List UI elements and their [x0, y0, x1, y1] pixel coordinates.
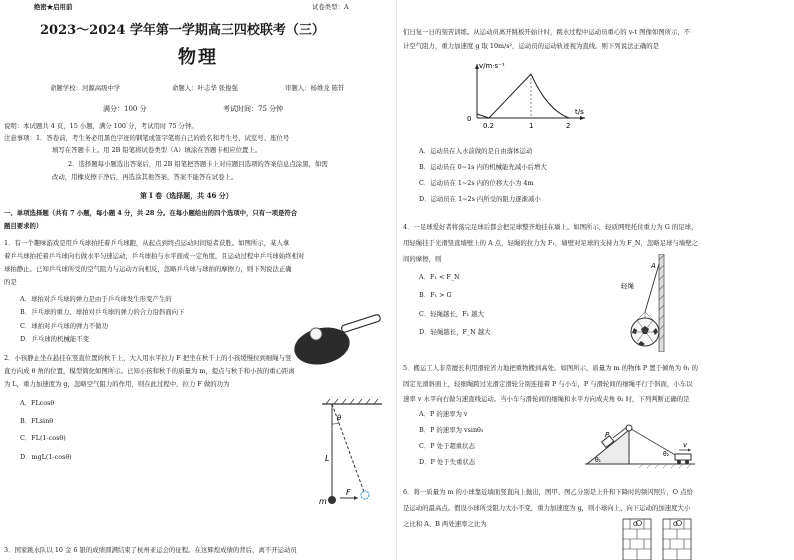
- vt-curve: [531, 74, 569, 118]
- q2-text: 为 L，重力加速度为 g，忽略空气阻力的作用，则在此过程中，拉力 F 做的功为: [4, 380, 230, 388]
- reviewer-info: 审题人：杨维龙 陈钎: [285, 84, 345, 92]
- displaced-mass: [361, 491, 369, 499]
- theta1-label: θ₁: [595, 457, 602, 464]
- author-info: 命题人：叶志华 张俊强: [172, 84, 238, 92]
- part-heading: 一、单项选择题（共有 7 小题，每小题 4 分，共 28 分。在每小题给出的四个选项中，只有一项是符合: [4, 209, 298, 217]
- tick-label: 1: [529, 122, 534, 130]
- rope-label: 轻绳: [621, 282, 634, 290]
- q2-option: A．FLcosθ: [20, 399, 55, 407]
- subject-title: 物理: [178, 47, 218, 68]
- theta2-label: θ₂: [663, 451, 670, 458]
- paddle-handle: [341, 314, 381, 333]
- q4-option: A．F₁ < F_N: [419, 273, 460, 281]
- q3-option: D．运动员在 1~2s 内所受的阻力逐渐减小: [419, 195, 541, 203]
- q3-option: B．运动员在 0~1s 内的机械能先减小后增大: [419, 163, 547, 171]
- rope: [645, 264, 659, 312]
- q2-option: B．FLsinθ: [20, 417, 54, 425]
- q4-option: D．轻绳越长，F_N 越大: [419, 328, 491, 336]
- q5-text: 固定光滑斜面上，轻细绳跨过光滑定滑轮分别连接着 P 与小车，P 与滑轮间的细绳平行于斜面，小车以: [403, 380, 693, 388]
- school-info: 命题学校：河源高级中学: [50, 84, 121, 92]
- vt-line-segment: [489, 74, 531, 118]
- q5-text: 5．搬运工人非常擅长利用滑轮省力地把重物搬到高处。如图所示，质量为 m 的物体 P 置于倾角为 θ₁ 的: [403, 364, 699, 372]
- q1-text: 着乒乓球拍托着乒乓球向右做水平匀速运动，乒乓球拍与水平面成一定角度，且运动过程中乒乓球始终相对: [4, 252, 305, 260]
- force-label: F: [346, 488, 351, 497]
- q3-option: C．运动员在 1~2s 内的位移大小为 4m: [419, 179, 534, 187]
- column-divider: [396, 0, 397, 560]
- ping-pong-paddle-figure: [290, 312, 390, 370]
- instructions-line: 说明：本试题共 4 页，15 小题，满分 100 分，考试用时 75 分钟。: [4, 122, 198, 130]
- q1-option: B．乒乓球的重力、球拍对乒乓球的弹力的合力沿斜面向下: [20, 308, 185, 316]
- q3-text: 3．国家跳水队以 10 金 6 银的成绩圆满结束了杭州亚运会的征程。在这辉煌成绩的背后，离不开运动员: [4, 546, 297, 554]
- tick-label: 0.2: [483, 122, 495, 130]
- q1-option: C．球拍对乒乓球的弹力不做功: [20, 322, 108, 330]
- theta-label: θ: [337, 414, 342, 422]
- child-mass: [328, 496, 336, 504]
- part-heading: 题目要求的）: [4, 222, 43, 230]
- velocity-label: v: [683, 441, 688, 449]
- q1-text: 球拍静止。已知乒乓球所受的空气阻力与运动方向相反，忽略乒乓球与球拍的摩擦力，则下列说法正确: [4, 265, 292, 273]
- swing-figure: [312, 396, 392, 506]
- ping-pong-ball: [310, 328, 322, 340]
- q5-option: A．P 的速率为 v: [419, 410, 468, 418]
- q6-text: 之比和 A、B 两处速率之比为: [403, 520, 487, 528]
- instructions-line: 注意事项：1．答卷前，考生务必用黑色字迹的钢笔或签字笔将自己的姓名和考生号、试室号、座位号: [4, 134, 290, 142]
- strobe-o-label: O: [633, 521, 638, 528]
- q4-text: 用轻绳挂于光滑竖直墙壁上的 A 点，轻绳的拉力为 F₁，墙壁对足球的支持力为 F_N，忽略足球与墙壁之: [403, 239, 698, 247]
- q5-text: 速率 v 水平向右做匀速直线运动。当小车与滑轮间的细绳和水平方向成夹角 θ₂ 时，下列判断正确的是: [403, 395, 690, 403]
- q5-option: B．P 的速率为 vsinθ₂: [419, 426, 484, 434]
- cart-wheel: [685, 460, 689, 464]
- ceiling-hatch: [326, 399, 378, 404]
- q4-option: C．轻绳越长，F₁ 越大: [419, 310, 485, 318]
- q3-option: A．运动员在入水前做的是自由落体运动: [419, 147, 533, 155]
- q1-text: 的是: [4, 278, 17, 286]
- instructions-line: 2．选择题每小题选出答案后，用 2B 铅笔把答题卡上对应题目选项的答案信息点涂黑，如需: [68, 160, 328, 168]
- q3-text: 计空气阻力，重力加速度 g 取 10m/s²，运动员的运动轨迹视为直线。则下列说法正确的是: [403, 42, 660, 50]
- instructions-line: 填写在答题卡上。用 2B 铅笔将试卷类型（A）填涂在答题卡相应位置上。: [52, 146, 262, 154]
- q1-option: D．乒乓球的机械能不变: [20, 335, 90, 343]
- q1-text: 1．有一个趣味游戏是用乒乓球拍托着乒乓球跑，从起点到终点运动时间短者获胜。如图所示，某人拿: [4, 239, 290, 247]
- q5-option: C．P 处于超重状态: [419, 442, 475, 450]
- full-score: 满分：100 分: [103, 105, 147, 113]
- velocity-arrowhead: [688, 449, 691, 452]
- paper-type: 试卷类型：A: [312, 3, 349, 11]
- mass-label: m: [319, 497, 327, 506]
- v-axis-label: v/m·s⁻¹: [479, 62, 505, 70]
- length-label: L: [325, 454, 330, 463]
- strobe-o-label: O: [673, 521, 678, 528]
- t-axis-label: t/s: [575, 108, 584, 116]
- q1-option: A．球拍对乒乓球的弹力是由于乒乓球发生形变产生的: [20, 295, 172, 303]
- strobe-photo-right: [663, 519, 691, 560]
- exam-title: 2023～2024 学年第一学期高三四校联考（三）: [40, 23, 325, 38]
- q3-text: 们日复一日的刻苦训练。从运动员离开跳板开始计时，跳水过程中运动员重心的 v-t 图像如图所示，不: [403, 28, 691, 36]
- block-p-label: P: [605, 431, 610, 439]
- origin-label: 0: [467, 115, 472, 123]
- instructions-line: 改动，用橡皮擦干净后，再选涂其他答案，答案不能答在试卷上。: [52, 173, 238, 181]
- strobe-photo-left: [623, 519, 651, 560]
- secret-label: 绝密★启用前: [34, 3, 73, 11]
- q6-text: 6．将一质量为 m 的小球靠近墙面竖直向上抛出，图甲、图乙分别是上升和下降时的频闪照片，O 点恰: [403, 488, 693, 496]
- section-title: 第 I 卷（选择题，共 46 分）: [140, 191, 233, 200]
- q6-text: 是运动的最高点。假设小球所受阻力大小不变，重力加速度为 g，则小球向上、向下运动的加速度大小: [403, 504, 691, 512]
- q4-text: 间的摩擦，则: [403, 255, 442, 263]
- q2-text: 2．小孩静止坐在悬挂在竖直位置的秋千上，大人用水平拉力 F 把坐在秋千上的小孩缓慢拉到细绳与竖: [4, 354, 292, 362]
- cart-wheel: [677, 460, 681, 464]
- cart: [675, 454, 691, 460]
- q2-text: 直方向成 θ 角的位置，模型简化如图所示。已知小孩和秋千的质量为 m，提点与秋千和小孩的重心距离: [4, 367, 295, 375]
- t-axis-arrow: [580, 116, 585, 120]
- q5-option: D．P 处于失重状态: [419, 458, 476, 466]
- ground-hatch: [639, 464, 691, 468]
- cart-rope: [631, 429, 677, 456]
- theta-arc: [332, 422, 339, 424]
- exam-time: 考试时间：75 分钟: [223, 105, 284, 113]
- football-wall-figure: [615, 254, 675, 352]
- pulley-incline-figure: [583, 418, 697, 468]
- vt-line-rise: [477, 114, 489, 118]
- tick-label: 2: [566, 122, 571, 130]
- q2-option: D．mgL(1-cosθ): [20, 453, 72, 461]
- q4-text: 4．一足球爱好者将落完足球后都会把足球整齐地挂在墙上。如图所示，轻质网兜托住重力为 G 的足球，: [403, 223, 698, 231]
- q2-option: C．FL(1-cosθ): [20, 434, 66, 442]
- force-arrowhead: [354, 496, 358, 500]
- vt-graph: [463, 58, 593, 130]
- point-a-label: A: [651, 262, 656, 270]
- strobe-photo-figure: [621, 517, 695, 560]
- pulley: [626, 425, 632, 431]
- q4-option: B．F₁ > G: [419, 291, 452, 299]
